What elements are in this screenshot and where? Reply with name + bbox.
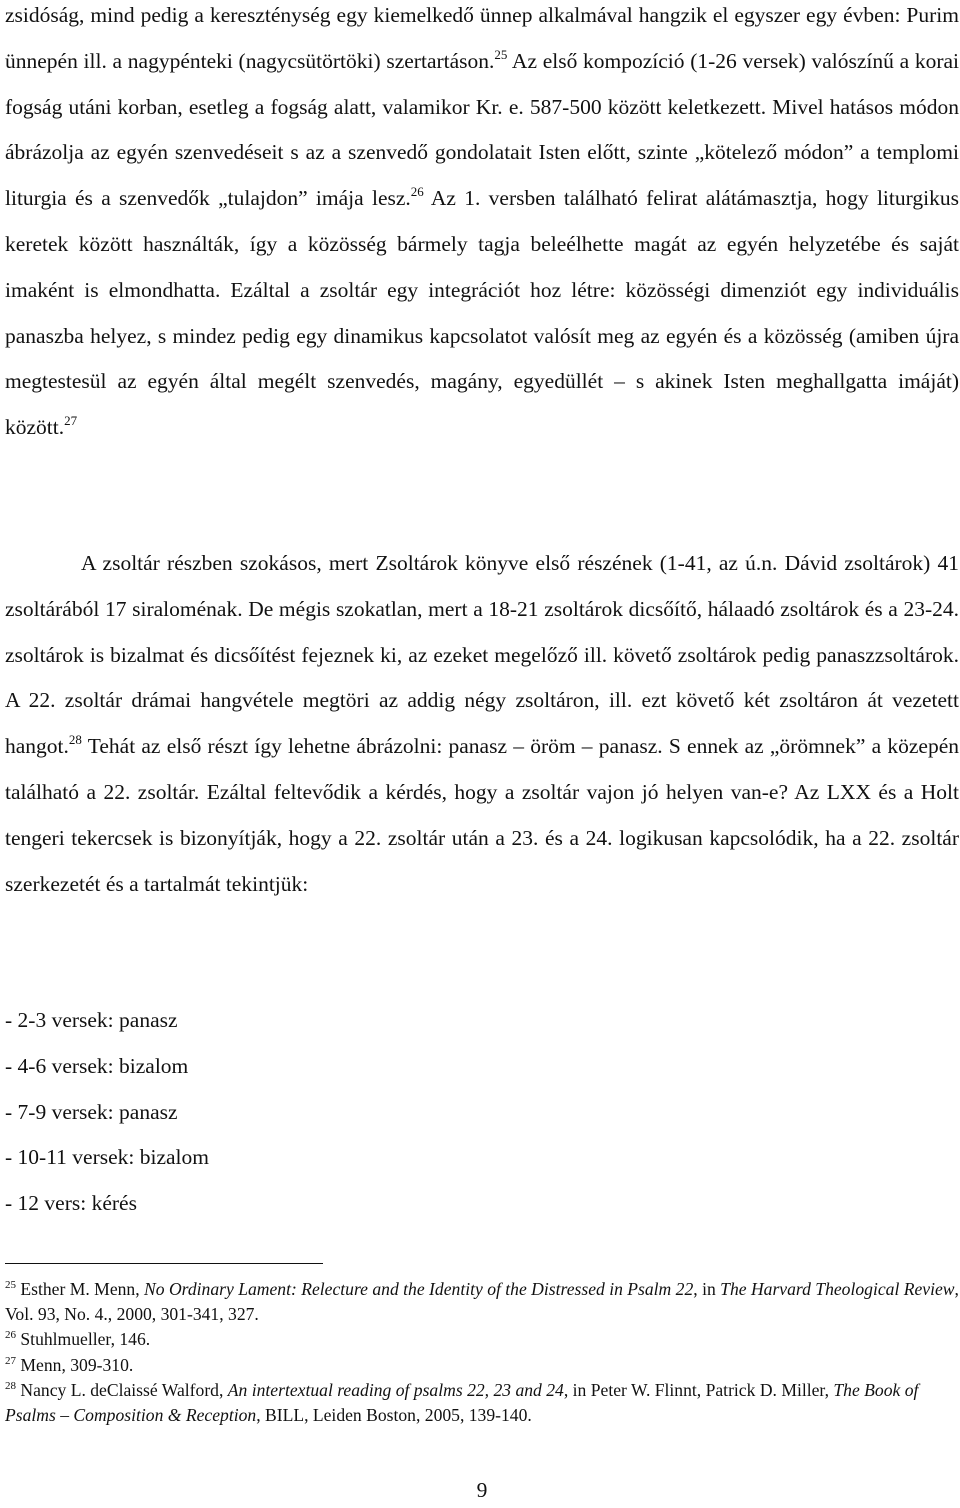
footnote-ref-27[interactable]: 27 xyxy=(64,413,78,429)
footnote-text: , BILL, Leiden Boston, 2005, 139-140. xyxy=(256,1405,532,1426)
footnote-27 xyxy=(5,1353,959,1378)
footnote-text: Menn, 309-310. xyxy=(16,1354,134,1375)
paragraph-text: Az első kompozíció (1-26 versek) valószínű a korai fogság utáni korban, esetleg a fogság alatt, valamikor Kr. e. 587-500 között keletkezett. Mivel hatásos módon ábrázolja az egyén szenvedéseit s az a szenvedő gondolatait Isten előtt, szinte „kötelező módon” a templomi liturgia és a szenvedők „tulajdon” imája lesz. xyxy=(5,48,959,211)
footnote-number: 28 xyxy=(5,1379,16,1392)
footnote-ref-28[interactable]: 28 xyxy=(68,732,82,748)
paragraph-text: A zsoltár részben szokásos, mert Zsoltárok könyve első részének (1-41, az ú.n. Dávid zsoltárok) 41 zsoltárából 17 siraloménak. De mégis szokatlan, mert a 18-21 zsoltárok dicsőítő, hálaadó zsoltárok és a 23-24. zsoltárok is bizalmat és dicsőítést fejeznek ki, az ezeket megelőző ill. követő zsoltárok pedig panaszzsoltárok. A 22. zsoltár drámai hangvétele megtöri az addig négy zsoltáron, ill. ezt követő két zsoltáron át vezetett hangot. xyxy=(5,551,959,759)
psalm-structure-list xyxy=(5,998,959,1227)
footnote-number: 25 xyxy=(5,1279,16,1291)
list-item: - 12 vers: kérés xyxy=(5,1191,137,1216)
footnote-ref-25[interactable]: 25 xyxy=(494,46,508,62)
footnote-title: No Ordinary Lament: Relecture and the Identity of the Distressed in Psalm 22 xyxy=(144,1279,694,1299)
footnote-ref-26[interactable]: 26 xyxy=(410,184,424,200)
paragraph-text: Az 1. versben található felirat alátámasztja, hogy liturgikus keretek között használták, így a közösség bármely tagja beleélhette magát az egyén helyzetébe és saját imaként is elmondhatta. Ezáltal a zsoltár egy integrációt hoz létre: közösségi dimenziót egy individuális panaszba helyez, s mindez pedig egy dinamikus kapcsolatot valósít meg az egyén és a közösség (amiben újra megtestesül az egyén által megélt szenvedés, magány, egyedüllét – s akinek Isten meghallgatta imáját) között. xyxy=(5,186,959,440)
footnote-text: Esther M. Menn, xyxy=(16,1279,145,1299)
footnote-text: , in Peter W. Flinnt, Patrick D. Miller, xyxy=(563,1379,834,1400)
footnote-25 xyxy=(5,1277,959,1327)
footnote-text: Stuhlmueller, 146. xyxy=(16,1329,151,1350)
footnote-text: Nancy L. deClaissé Walford, xyxy=(16,1379,228,1400)
list-item: - 10-11 versek: bizalom xyxy=(5,1145,209,1170)
footnote-separator xyxy=(5,1263,323,1264)
footnote-text: , Vol. 93, No. 4., 2000, 301-341, 327. xyxy=(5,1279,959,1325)
page-number: 9 xyxy=(476,1478,488,1502)
footnote-title: An intertextual reading of psalms 22, 23 and 24 xyxy=(227,1379,564,1400)
footnote-28 xyxy=(5,1378,959,1428)
paragraph-text: Tehát az első részt így lehetne ábrázolni: panasz – öröm – panasz. S ennek az „örömnek” a közepén található a 22. zsoltár. Ezáltal feltevődik a kérdés, hogy a zsoltár vajon jó helyen van-e? Az LXX és a Holt tengeri tekercsek is bizonyítják, hogy a 22. zsoltár után a 23. és a 24. logikusan kapcsolódik, ha a 22. zsoltár szerkezetét és a tartalmát tekintjük: xyxy=(5,734,959,896)
footnote-text: , in xyxy=(693,1279,721,1299)
footnote-number: 27 xyxy=(5,1354,16,1367)
footnote-26 xyxy=(5,1327,959,1352)
body-paragraph-2 xyxy=(5,541,959,907)
footnote-journal: The Harvard Theological Review xyxy=(720,1279,955,1299)
footnotes xyxy=(5,1277,959,1428)
list-item: - 4-6 versek: bizalom xyxy=(5,1053,189,1078)
body-paragraph-1 xyxy=(5,0,959,451)
footnote-number: 26 xyxy=(5,1329,16,1342)
list-item: - 2-3 versek: panasz xyxy=(5,1008,178,1032)
list-item: - 7-9 versek: panasz xyxy=(5,1099,178,1124)
paragraph-text: zsidóság, mind pedig a kereszténység egy kiemelkedő ünnep alkalmával hangzik el egyszer egy évben: Purim ünnepén ill. a nagypénteki (nagycsütörtöki) szertartáson. xyxy=(5,3,959,73)
footnote-book-title: The Book of Psalms – Composition & Reception xyxy=(5,1379,919,1426)
